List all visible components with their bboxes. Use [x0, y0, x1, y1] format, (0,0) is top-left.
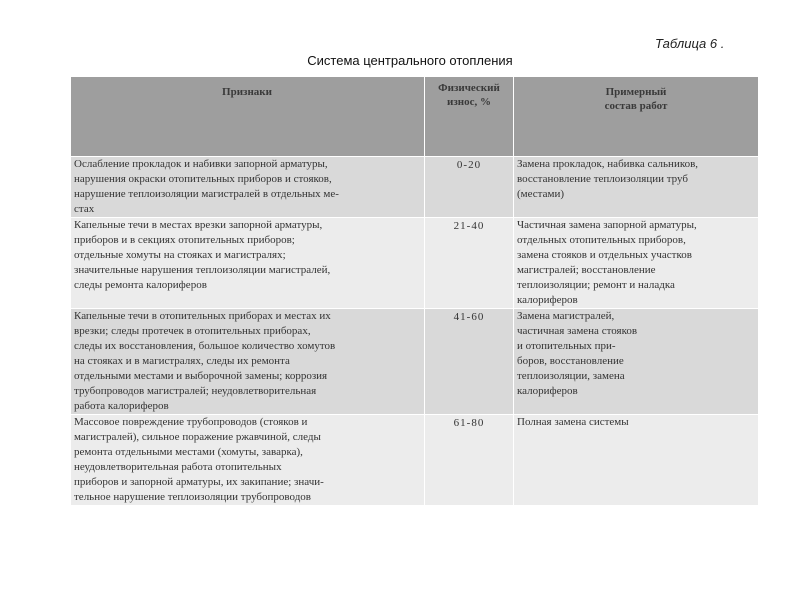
- header-physical-wear: [425, 77, 514, 157]
- signs-line: Капельные течи в местах врезки запорной арматуры,: [74, 219, 323, 231]
- signs-line: стах: [74, 203, 95, 215]
- works-line: Замена прокладок, набивка сальников,: [517, 158, 699, 170]
- works-line: Замена магистралей,: [517, 310, 615, 322]
- cell-works: [514, 157, 759, 218]
- wear-table: [70, 76, 759, 506]
- signs-line: нарушение теплоизоляции магистралей в отдельных ме-: [74, 188, 339, 200]
- table-row: [71, 157, 759, 218]
- header-signs-label: Признаки: [222, 86, 272, 98]
- signs-line: нарушения окраски отопительных приборов и стояков,: [74, 173, 332, 185]
- cell-signs: [71, 157, 425, 218]
- works-line: теплоизоляции, замена: [517, 370, 625, 382]
- works-line: калориферов: [517, 385, 578, 397]
- works-line: (местами): [517, 188, 564, 200]
- signs-line: значительные нарушения теплоизоляции магистралей,: [74, 264, 331, 276]
- header-works-line2: состав работ: [604, 100, 668, 112]
- slide-title: Система центрального отопления: [307, 53, 513, 68]
- header-works-line1: Примерный: [605, 86, 667, 98]
- works-line: калориферов: [517, 294, 578, 306]
- signs-line: Ослабление прокладок и набивки запорной арматуры,: [74, 158, 328, 170]
- signs-line: врезки; следы протечек в отопительных приборах,: [74, 325, 311, 337]
- cell-wear-percent: 41-60: [425, 309, 514, 415]
- signs-line: Массовое повреждение трубопроводов (стояков и: [74, 416, 308, 428]
- cell-signs: [71, 415, 425, 506]
- table-body: [71, 157, 759, 506]
- works-line: частичная замена стояков: [517, 325, 638, 337]
- works-line: магистралей; восстановление: [517, 264, 656, 276]
- table-row: [71, 309, 759, 415]
- signs-line: следы их восстановления, большое количество хомутов: [74, 340, 336, 352]
- works-line: и отопительных при-: [517, 340, 616, 352]
- cell-signs: [71, 309, 425, 415]
- signs-line: отдельными местами и выборочной замены; коррозия: [74, 370, 328, 382]
- signs-line: трубопроводов магистралей; неудовлетворительная: [74, 385, 317, 397]
- cell-signs: [71, 218, 425, 309]
- cell-wear-percent: 61-80: [425, 415, 514, 506]
- signs-line: тельное нарушение теплоизоляции трубопроводов: [74, 491, 312, 503]
- signs-line: неудовлетворительная работа отопительных: [74, 461, 282, 473]
- works-line: боров, восстановление: [517, 355, 624, 367]
- cell-works: [514, 218, 759, 309]
- header-wear-line1: Физический: [438, 82, 500, 94]
- header-works: [514, 77, 759, 157]
- signs-line: следы ремонта калориферов: [74, 279, 207, 291]
- signs-line: приборов и запорной арматуры, их закипание; значи-: [74, 476, 324, 488]
- signs-line: на стояках и в магистралях, следы их ремонта: [74, 355, 290, 367]
- signs-line: отдельные хомуты на стояках и магистралях;: [74, 249, 286, 261]
- cell-wear-percent: 21-40: [425, 218, 514, 309]
- table-number-label: Таблица 6 .: [655, 36, 725, 51]
- header-signs: [71, 77, 425, 157]
- works-line: замена стояков и отдельных участков: [517, 249, 692, 261]
- cell-wear-percent: 0-20: [425, 157, 514, 218]
- works-line: Полная замена системы: [517, 416, 629, 428]
- signs-line: магистралей), сильное поражение ржавчиной, следы: [74, 431, 321, 443]
- table-header-row: [71, 77, 759, 157]
- cell-works: [514, 415, 759, 506]
- signs-line: Капельные течи в отопительных приборах и местах их: [74, 310, 331, 322]
- table-row: [71, 415, 759, 506]
- works-line: отдельных отопительных приборов,: [517, 234, 686, 246]
- header-wear-line2: износ, %: [447, 96, 491, 108]
- signs-line: работа калориферов: [74, 400, 169, 412]
- works-line: восстановление теплоизоляции труб: [517, 173, 688, 185]
- works-line: Частичная замена запорной арматуры,: [517, 219, 697, 231]
- cell-works: [514, 309, 759, 415]
- signs-line: ремонта отдельными местами (хомуты, заварка),: [74, 446, 303, 458]
- signs-line: приборов и в секциях отопительных приборов;: [74, 234, 295, 246]
- works-line: теплоизоляции; ремонт и наладка: [517, 279, 675, 291]
- table-row: [71, 218, 759, 309]
